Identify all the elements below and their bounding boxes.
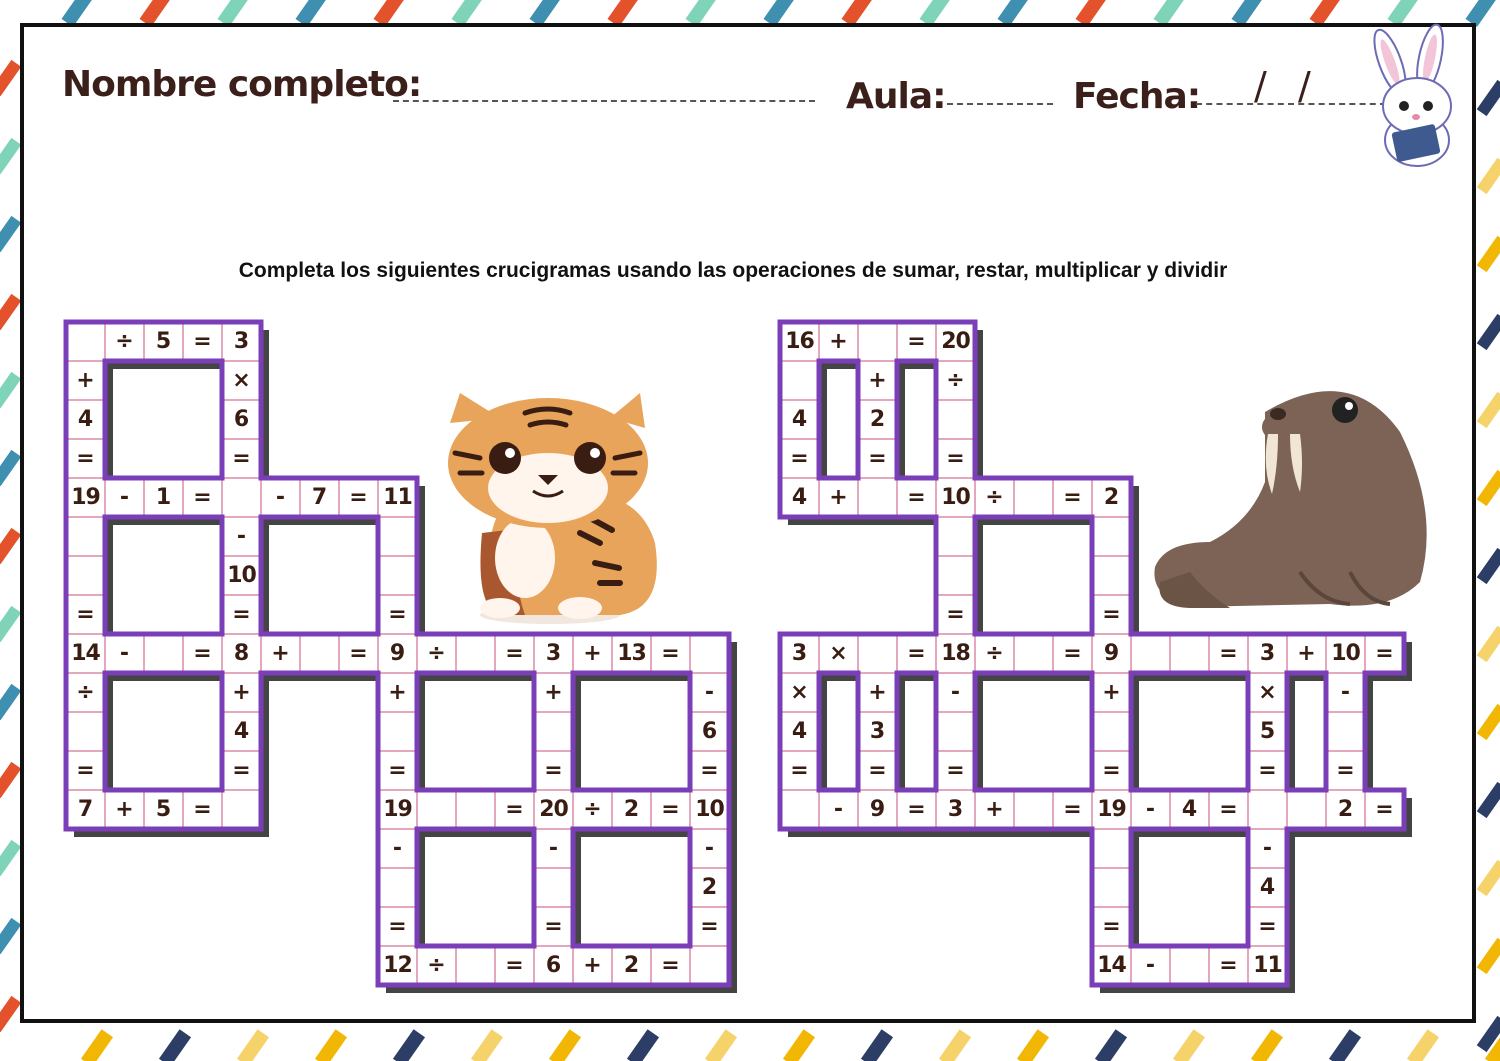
clue-cell: ÷: [975, 634, 1014, 673]
clue-cell: +: [975, 790, 1014, 829]
answer-cell[interactable]: [1248, 790, 1287, 829]
clue-cell: =: [222, 439, 261, 478]
clue-cell: 10: [936, 478, 975, 517]
answer-cell[interactable]: [1326, 712, 1365, 751]
clue-cell: 6: [534, 946, 573, 985]
clue-cell: 14: [66, 634, 105, 673]
decorative-stripe: [1477, 392, 1500, 428]
answer-cell[interactable]: [1014, 634, 1053, 673]
clue-cell: =: [780, 751, 819, 790]
clue-cell: =: [534, 907, 573, 946]
clue-cell: -: [690, 673, 729, 712]
decorative-stripe: [0, 372, 21, 408]
clue-cell: -: [690, 829, 729, 868]
clue-cell: ÷: [105, 322, 144, 361]
answer-cell[interactable]: [1287, 790, 1326, 829]
clue-cell: 8: [222, 634, 261, 673]
clue-cell: =: [534, 751, 573, 790]
clue-cell: 7: [300, 478, 339, 517]
clue-cell: =: [1092, 595, 1131, 634]
decorative-stripe: [939, 1029, 971, 1061]
clue-cell: 5: [144, 322, 183, 361]
clue-cell: =: [936, 595, 975, 634]
clue-cell: 2: [1092, 478, 1131, 517]
clue-cell: =: [183, 478, 222, 517]
decorative-stripe: [1477, 236, 1500, 272]
decorative-stripe: [237, 1029, 269, 1061]
clue-cell: ÷: [66, 673, 105, 712]
decorative-stripe: [1477, 860, 1500, 896]
clue-cell: ÷: [417, 634, 456, 673]
clue-cell: -: [1131, 946, 1170, 985]
clue-cell: +: [819, 478, 858, 517]
clue-cell: -: [222, 517, 261, 556]
clue-cell: =: [378, 751, 417, 790]
date-label: Fecha:: [1073, 76, 1201, 117]
decorative-stripe: [627, 1029, 659, 1061]
answer-cell[interactable]: [144, 634, 183, 673]
bunny-reading-icon: [1362, 20, 1472, 170]
decorative-stripe: [0, 450, 21, 486]
answer-cell[interactable]: [1092, 829, 1131, 868]
clue-cell: -: [1326, 673, 1365, 712]
answer-cell[interactable]: [858, 634, 897, 673]
clue-cell: =: [1209, 790, 1248, 829]
clue-cell: +: [378, 673, 417, 712]
answer-cell[interactable]: [690, 946, 729, 985]
answer-cell[interactable]: [222, 790, 261, 829]
clue-cell: -: [819, 790, 858, 829]
decorative-stripe: [81, 1029, 113, 1061]
clue-cell: 13: [612, 634, 651, 673]
clue-cell: 16: [780, 322, 819, 361]
decorative-stripe: [705, 1029, 737, 1061]
clue-cell: +: [222, 673, 261, 712]
clue-cell: 19: [1092, 790, 1131, 829]
decorative-stripe: [783, 1029, 815, 1061]
answer-cell[interactable]: [858, 322, 897, 361]
clue-cell: +: [534, 673, 573, 712]
clue-cell: =: [1248, 751, 1287, 790]
answer-cell[interactable]: [1014, 478, 1053, 517]
instructions: Completa los siguientes crucigramas usando las operaciones de sumar, restar, multiplicar y dividir: [238, 259, 1228, 282]
answer-cell[interactable]: [1014, 790, 1053, 829]
answer-cell[interactable]: [66, 556, 105, 595]
clue-cell: 9: [1092, 634, 1131, 673]
decorative-stripe: [0, 294, 21, 330]
clue-cell: =: [1326, 751, 1365, 790]
answer-cell[interactable]: [936, 712, 975, 751]
answer-cell[interactable]: [690, 634, 729, 673]
clue-cell: 4: [780, 478, 819, 517]
answer-cell[interactable]: [378, 517, 417, 556]
clue-cell: 4: [780, 712, 819, 751]
answer-cell[interactable]: [66, 517, 105, 556]
clue-cell: 2: [1326, 790, 1365, 829]
tiger-cub-icon: [430, 383, 670, 628]
decorative-stripe: [1477, 938, 1500, 974]
decorative-stripe: [1477, 704, 1500, 740]
answer-cell[interactable]: [1170, 634, 1209, 673]
clue-cell: =: [897, 322, 936, 361]
clue-cell: =: [897, 478, 936, 517]
answer-cell[interactable]: [1170, 946, 1209, 985]
answer-cell[interactable]: [222, 478, 261, 517]
clue-cell: =: [690, 751, 729, 790]
clue-cell: 4: [222, 712, 261, 751]
answer-cell[interactable]: [1092, 868, 1131, 907]
clue-cell: +: [858, 673, 897, 712]
clue-cell: =: [780, 439, 819, 478]
clue-cell: =: [183, 322, 222, 361]
clue-cell: =: [1365, 634, 1404, 673]
clue-cell: +: [1092, 673, 1131, 712]
clue-cell: +: [858, 361, 897, 400]
clue-cell: =: [897, 790, 936, 829]
decorative-stripe: [549, 1029, 581, 1061]
decorative-stripe: [0, 60, 21, 96]
decorative-stripe: [159, 1029, 191, 1061]
decorative-stripe: [1477, 314, 1500, 350]
clue-cell: +: [573, 634, 612, 673]
clue-cell: =: [1209, 946, 1248, 985]
clue-cell: 14: [1092, 946, 1131, 985]
clue-cell: =: [651, 790, 690, 829]
clue-cell: ÷: [975, 478, 1014, 517]
clue-cell: 10: [690, 790, 729, 829]
clue-cell: 9: [858, 790, 897, 829]
clue-cell: 19: [378, 790, 417, 829]
clue-cell: =: [495, 634, 534, 673]
clue-cell: +: [105, 790, 144, 829]
clue-cell: =: [858, 439, 897, 478]
clue-cell: -: [105, 478, 144, 517]
clue-cell: 11: [378, 478, 417, 517]
clue-cell: =: [1092, 751, 1131, 790]
decorative-stripe: [1477, 80, 1500, 116]
clue-cell: -: [105, 634, 144, 673]
clue-cell: =: [66, 751, 105, 790]
decorative-stripe: [861, 1029, 893, 1061]
clue-cell: +: [573, 946, 612, 985]
decorative-stripe: [0, 684, 21, 720]
clue-cell: =: [1248, 907, 1287, 946]
clue-cell: 6: [222, 400, 261, 439]
clue-cell: =: [183, 790, 222, 829]
decorative-stripe: [1477, 158, 1500, 194]
decorative-stripe: [0, 528, 21, 564]
clue-cell: 5: [1248, 712, 1287, 751]
decorative-stripe: [1095, 1029, 1127, 1061]
answer-cell[interactable]: [936, 517, 975, 556]
decorative-stripe: [0, 216, 21, 252]
name-input-line[interactable]: [393, 100, 815, 102]
clue-cell: 10: [1326, 634, 1365, 673]
answer-cell[interactable]: [780, 790, 819, 829]
clue-cell: 6: [690, 712, 729, 751]
clue-cell: =: [66, 439, 105, 478]
class-label: Aula:: [846, 76, 946, 117]
answer-cell[interactable]: [66, 712, 105, 751]
clue-cell: 10: [222, 556, 261, 595]
clue-cell: =: [858, 751, 897, 790]
answer-cell[interactable]: [300, 634, 339, 673]
clue-cell: +: [1287, 634, 1326, 673]
decorative-stripe: [0, 762, 21, 798]
clue-cell: =: [936, 439, 975, 478]
clue-cell: =: [222, 595, 261, 634]
answer-cell[interactable]: [858, 478, 897, 517]
clue-cell: =: [651, 634, 690, 673]
answer-cell[interactable]: [378, 556, 417, 595]
clue-cell: =: [66, 595, 105, 634]
clue-cell: 20: [936, 322, 975, 361]
clue-cell: 19: [66, 478, 105, 517]
clue-cell: ×: [222, 361, 261, 400]
date-separator: /: [1298, 64, 1311, 108]
clue-cell: 7: [66, 790, 105, 829]
answer-cell[interactable]: [456, 790, 495, 829]
clue-cell: -: [261, 478, 300, 517]
answer-cell[interactable]: [66, 322, 105, 361]
clue-cell: 2: [690, 868, 729, 907]
clue-cell: =: [1092, 907, 1131, 946]
decorative-stripe: [1017, 1029, 1049, 1061]
answer-cell[interactable]: [456, 634, 495, 673]
decorative-stripe: [1251, 1029, 1283, 1061]
clue-cell: 4: [66, 400, 105, 439]
clue-cell: =: [1053, 478, 1092, 517]
clue-cell: -: [534, 829, 573, 868]
decorative-stripe: [1407, 1029, 1439, 1061]
decorative-stripe: [471, 1029, 503, 1061]
clue-cell: 3: [936, 790, 975, 829]
clue-cell: 3: [222, 322, 261, 361]
clue-cell: -: [1131, 790, 1170, 829]
clue-cell: ×: [819, 634, 858, 673]
walrus-icon: [1150, 372, 1440, 617]
answer-cell[interactable]: [378, 868, 417, 907]
answer-cell[interactable]: [1131, 634, 1170, 673]
clue-cell: =: [1209, 634, 1248, 673]
clue-cell: ÷: [417, 946, 456, 985]
clue-cell: 4: [1170, 790, 1209, 829]
clue-cell: 1: [144, 478, 183, 517]
decorative-stripe: [1329, 1029, 1361, 1061]
clue-cell: 9: [378, 634, 417, 673]
clue-cell: ÷: [936, 361, 975, 400]
decorative-stripe: [1477, 548, 1500, 584]
answer-cell[interactable]: [1092, 556, 1131, 595]
decorative-stripe: [0, 606, 21, 642]
decorative-stripe: [0, 840, 21, 876]
answer-cell[interactable]: [417, 790, 456, 829]
class-input-line[interactable]: [947, 103, 1053, 105]
clue-cell: 4: [780, 400, 819, 439]
clue-cell: ÷: [573, 790, 612, 829]
answer-cell[interactable]: [936, 556, 975, 595]
clue-cell: ×: [780, 673, 819, 712]
decorative-stripe: [1477, 782, 1500, 818]
clue-cell: ×: [1248, 673, 1287, 712]
clue-cell: 18: [936, 634, 975, 673]
clue-cell: =: [222, 751, 261, 790]
clue-cell: 2: [858, 400, 897, 439]
decorative-stripe: [0, 138, 21, 174]
clue-cell: -: [378, 829, 417, 868]
clue-cell: =: [1053, 634, 1092, 673]
clue-cell: =: [183, 634, 222, 673]
answer-cell[interactable]: [534, 712, 573, 751]
decorative-stripe: [1477, 470, 1500, 506]
clue-cell: =: [378, 595, 417, 634]
clue-cell: =: [495, 946, 534, 985]
clue-cell: 3: [534, 634, 573, 673]
clue-cell: 11: [1248, 946, 1287, 985]
date-separator: /: [1254, 64, 1267, 108]
name-label: Nombre completo:: [62, 64, 422, 105]
clue-cell: 5: [144, 790, 183, 829]
clue-cell: +: [261, 634, 300, 673]
clue-cell: =: [495, 790, 534, 829]
date-input-line[interactable]: [1196, 103, 1386, 105]
answer-cell[interactable]: [780, 361, 819, 400]
clue-cell: =: [936, 751, 975, 790]
decorative-stripe: [0, 996, 21, 1032]
clue-cell: =: [339, 634, 378, 673]
clue-cell: =: [1365, 790, 1404, 829]
clue-cell: 2: [612, 790, 651, 829]
answer-cell[interactable]: [378, 712, 417, 751]
decorative-stripe: [1477, 626, 1500, 662]
clue-cell: 3: [780, 634, 819, 673]
answer-cell[interactable]: [936, 400, 975, 439]
clue-cell: -: [936, 673, 975, 712]
answer-cell[interactable]: [534, 868, 573, 907]
decorative-stripe: [1173, 1029, 1205, 1061]
clue-cell: =: [339, 478, 378, 517]
clue-cell: +: [819, 322, 858, 361]
clue-cell: 3: [858, 712, 897, 751]
clue-cell: =: [1053, 790, 1092, 829]
clue-cell: 4: [1248, 868, 1287, 907]
clue-cell: 2: [612, 946, 651, 985]
answer-cell[interactable]: [1092, 712, 1131, 751]
clue-cell: =: [651, 946, 690, 985]
decorative-stripe: [315, 1029, 347, 1061]
decorative-stripe: [393, 1029, 425, 1061]
decorative-stripe: [0, 918, 21, 954]
clue-cell: 12: [378, 946, 417, 985]
clue-cell: 20: [534, 790, 573, 829]
clue-cell: +: [66, 361, 105, 400]
clue-cell: =: [690, 907, 729, 946]
answer-cell[interactable]: [1092, 517, 1131, 556]
clue-cell: -: [1248, 829, 1287, 868]
answer-cell[interactable]: [456, 946, 495, 985]
clue-cell: =: [897, 634, 936, 673]
clue-cell: =: [378, 907, 417, 946]
clue-cell: 3: [1248, 634, 1287, 673]
